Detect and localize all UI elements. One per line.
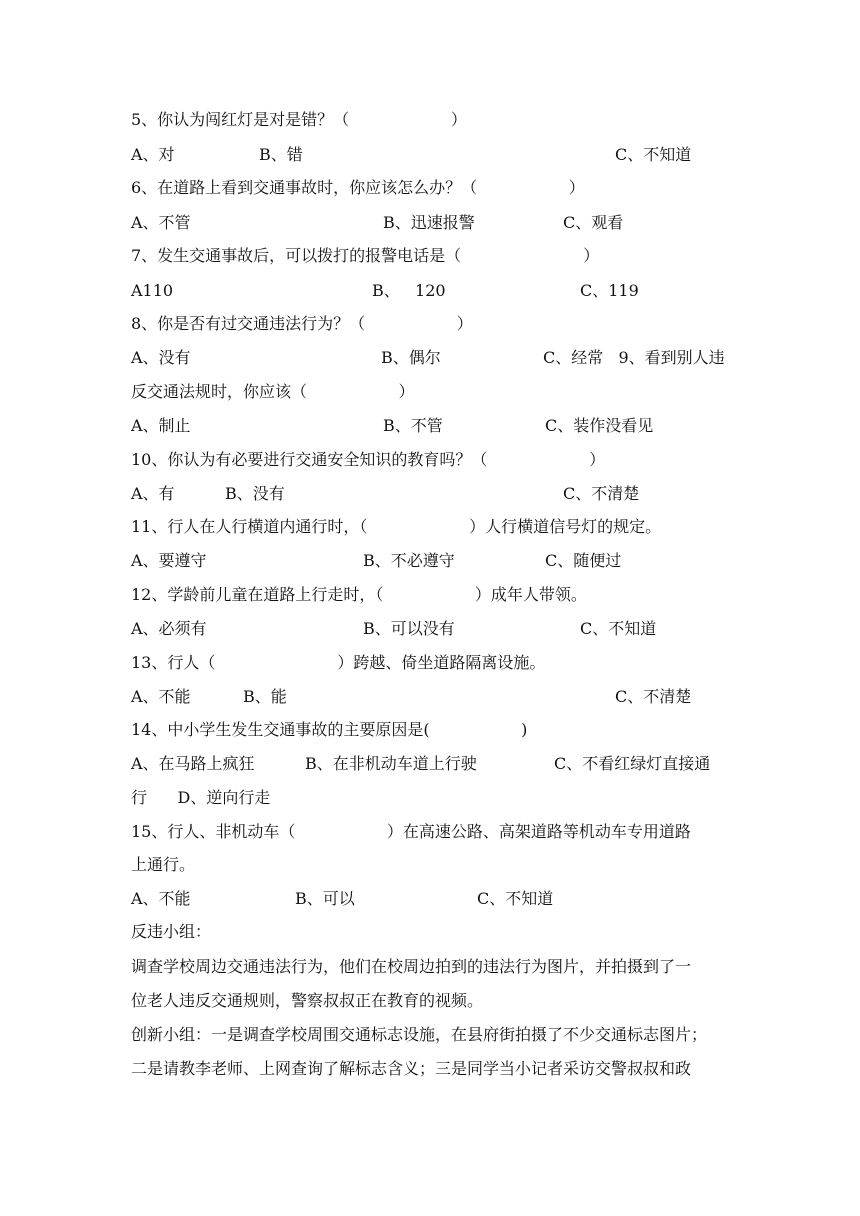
question-14-option-b: B、在非机动车道上行驶 [305,754,477,773]
paragraph-line: 位老人违反交通规则，警察叔叔正在教育的视频。 [131,991,484,1010]
question-10-option-b: B、没有 [225,484,285,503]
paragraph-line: 二是请教李老师、上网查询了解标志含义；三是同学当小记者采访交警叔叔和政 [131,1059,692,1078]
question-5-stem: 5、你认为闯红灯是对是错？（ ） [131,110,467,129]
question-5-option-a: A、对 [131,145,175,164]
question-8-option-b: B、偶尔 [381,348,441,367]
question-15-stem: 15、行人、非机动车（ ）在高速公路、高架道路等机动车专用道路 [131,822,691,841]
question-14-continuation: 行 D、逆向行走 [131,788,271,807]
question-7-option-c: C、119 [580,281,639,300]
question-7-option-b: B、 120 [372,281,446,300]
question-14-option-a: A、在马路上疯狂 [131,754,255,773]
question-5-option-c: C、不知道 [615,145,692,164]
question-7-option-a: A110 [131,281,174,300]
paragraph-heading-fanwei: 反违小组： [131,922,212,941]
question-11-option-b: B、不必遵守 [363,551,455,570]
question-7-stem: 7、发生交通事故后，可以拨打的报警电话是（ ） [131,246,600,265]
question-8-stem: 8、你是否有过交通违法行为？（ ） [131,314,473,333]
question-11-option-a: A、要遵守 [131,551,207,570]
question-12-option-c: C、不知道 [580,619,657,638]
question-11-option-c: C、随便过 [545,551,622,570]
question-12-stem: 12、学龄前儿童在道路上行走时，（ ）成年人带领。 [131,585,587,604]
question-12-option-a: A、必须有 [131,619,207,638]
question-13-option-b: B、能 [243,687,287,706]
question-11-stem: 11、行人在人行横道内通行时，（ ）人行横道信号灯的规定。 [131,517,662,536]
question-14-stem: 14、中小学生发生交通事故的主要原因是( ) [131,720,528,739]
question-8-option-a: A、没有 [131,348,191,367]
question-13-option-a: A、不能 [131,687,191,706]
question-5-option-b: B、错 [259,145,303,164]
question-9-option-b: B、不管 [383,416,443,435]
question-10-option-c: C、不清楚 [563,484,640,503]
question-12-option-b: B、可以没有 [363,619,455,638]
question-15-option-a: A、不能 [131,889,191,908]
question-6-option-c: C、观看 [563,213,624,232]
question-9-stem: 反交通法规时，你应该（ ） [131,382,415,401]
question-14-option-c: C、不看红绿灯直接通 [554,754,711,773]
question-9-option-a: A、制止 [131,416,191,435]
question-15-continuation: 上通行。 [131,855,196,874]
question-8-option-c: C、经常 9、看到别人违 [543,348,725,367]
question-10-stem: 10、你认为有必要进行交通安全知识的教育吗？（ ） [131,450,606,469]
question-9-option-c: C、装作没看见 [545,416,654,435]
question-6-option-b: B、迅速报警 [383,213,475,232]
question-15-option-c: C、不知道 [477,889,554,908]
paragraph-line: 创新小组：一是调查学校周围交通标志设施，在县府街拍摄了不少交通标志图片； [131,1025,708,1044]
paragraph-line: 调查学校周边交通违法行为，他们在校周边拍到的违法行为图片，并拍摄到了一 [131,957,692,976]
question-13-stem: 13、行人（ ）跨越、倚坐道路隔离设施。 [131,653,546,672]
question-6-option-a: A、不管 [131,213,191,232]
question-13-option-c: C、不清楚 [615,687,692,706]
question-10-option-a: A、有 [131,484,175,503]
question-15-option-b: B、可以 [295,889,355,908]
question-6-stem: 6、在道路上看到交通事故时，你应该怎么办？（ ） [131,178,585,197]
